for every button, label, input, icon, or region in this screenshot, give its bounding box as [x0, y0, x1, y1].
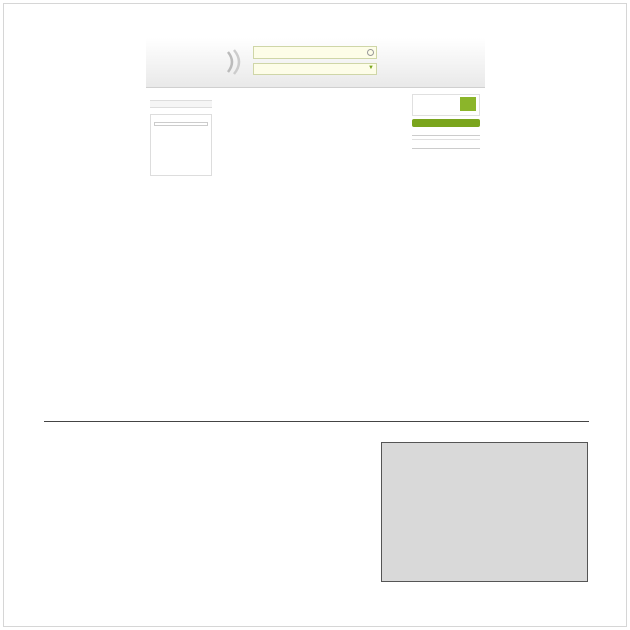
website-screenshot [146, 38, 485, 370]
title-divider [44, 421, 589, 422]
search-icon[interactable] [367, 49, 374, 56]
weather-widget [150, 114, 212, 176]
calendar-icon [460, 97, 476, 111]
broadcast-waves-icon [224, 48, 244, 76]
left-navigation [150, 94, 212, 176]
right-sidebar [412, 94, 480, 149]
region-select[interactable] [253, 63, 377, 75]
events-button[interactable] [412, 119, 480, 127]
search-input[interactable] [253, 46, 377, 59]
site-header [146, 38, 485, 88]
bullet-list [44, 474, 334, 482]
results-box [381, 442, 588, 582]
left-block-title [150, 100, 212, 108]
chevron-down-icon: ▼ [368, 65, 374, 71]
divider [412, 136, 480, 140]
budget [578, 398, 588, 418]
redactions-title [412, 146, 480, 149]
department-select[interactable] [154, 122, 208, 126]
events-promo[interactable] [412, 94, 480, 116]
